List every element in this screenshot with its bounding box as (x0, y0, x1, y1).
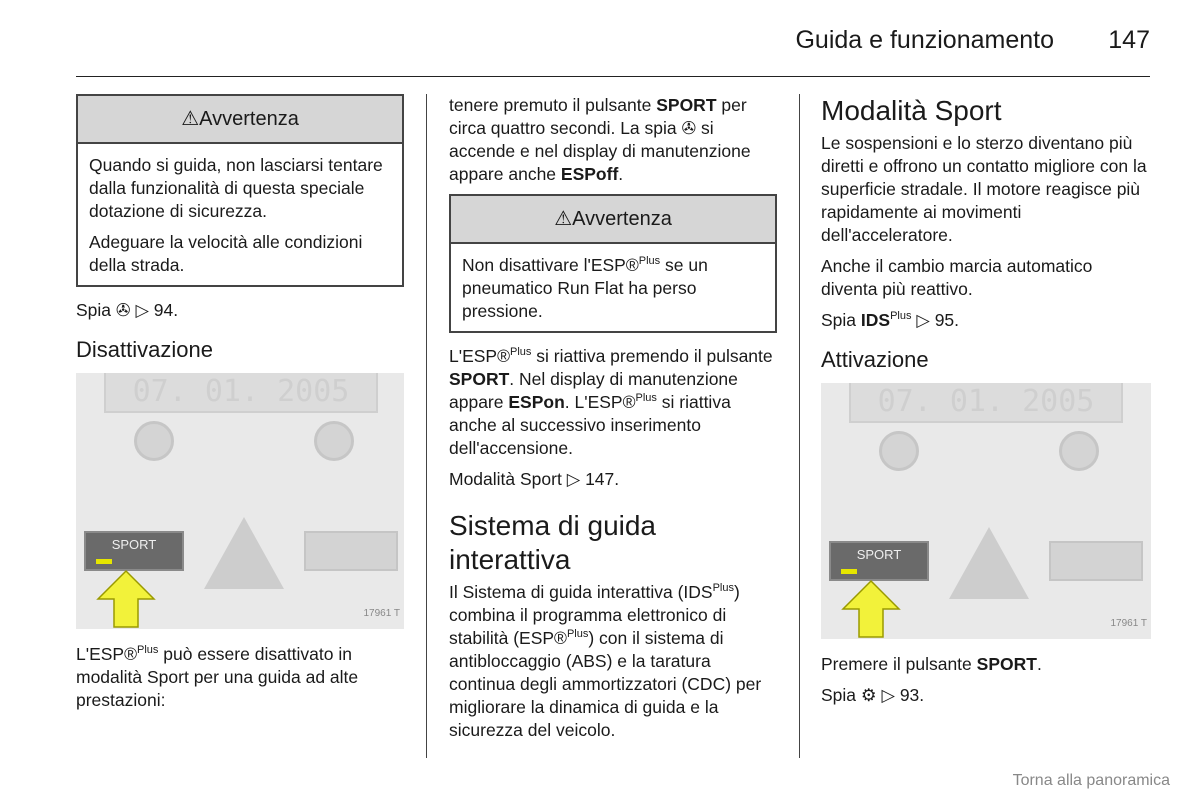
hazard-button (204, 517, 284, 589)
yellow-arrow-icon (841, 579, 901, 639)
warning-title: Avvertenza (572, 208, 672, 230)
page-ref-arrow-icon[interactable]: ▷ (135, 300, 149, 320)
page-number: 147 (1108, 26, 1150, 54)
sport-button-figure (76, 373, 404, 629)
page-ref-arrow-icon[interactable]: ▷ (881, 685, 895, 705)
column-divider (426, 94, 427, 758)
figure-code: 17961 T (1110, 618, 1147, 629)
sport-button: SPORT (84, 531, 184, 571)
warning-text: Quando si guida, non lasciarsi tentare dalla funzionalità di questa speciale dotazione di sicurezza. (89, 155, 383, 221)
paragraph: tenere premuto il pulsante SPORT per circa quattro secondi. La spia ✇ si accende e nel display di manutenzione appare anche ESPoff. (449, 95, 751, 184)
column-3 (821, 94, 1151, 715)
page-header (76, 20, 1150, 77)
esp-warning-light-icon: ✇ (681, 118, 697, 138)
paragraph: Anche il cambio marcia automatico diventa più reattivo. (821, 256, 1093, 299)
warning-header (78, 96, 402, 144)
column-1 (76, 94, 404, 720)
spia-ids-ref: Spia $IDS^{Plus}$ ▷ 95. (821, 310, 960, 330)
paragraph: Le sospensioni e lo sterzo diventano più diretti e offrono un contatto migliore con la superficie stradale. Il motore reagisce più rapidamente ai movimenti dell'acceleratore. (821, 133, 1147, 245)
spia-ref: Spia ✇ ▷ 94. (76, 300, 179, 320)
paragraph: Premere il pulsante SPORT. (821, 654, 1042, 674)
knob-right (314, 421, 354, 461)
esp-warning-light-icon: ✇ (115, 300, 131, 320)
sport-button-figure (821, 383, 1151, 639)
spia-ref: Spia ⚙ ▷ 93. (821, 685, 925, 705)
back-to-overview-link[interactable]: Torna alla panoramica (1012, 772, 1170, 789)
knob-right (1059, 431, 1099, 471)
console-button (304, 531, 398, 571)
warning-box (76, 94, 404, 287)
heading-sistema-guida: Sistema di guida interattiva (449, 510, 657, 575)
sport-button: SPORT (829, 541, 929, 581)
heading-attivazione: Attivazione (821, 347, 929, 372)
knob-left (134, 421, 174, 461)
paragraph: L'ESP®$^{Plus}$ si riattiva premendo il pulsante SPORT. Nel display di manutenzione appare ESPon. L'ESP®$^{Plus}$ si riattiva anche al successivo inserimento dell'accensione. (449, 346, 773, 458)
hazard-button (949, 527, 1029, 599)
page-ref-arrow-icon[interactable]: ▷ (916, 310, 930, 330)
section-title: Guida e funzionamento (795, 26, 1054, 54)
modalita-ref: Modalità Sport ▷ 147. (449, 469, 620, 489)
warning-text: Adeguare la velocità alle condizioni della strada. (89, 232, 363, 275)
sport-mode-light-icon: ⚙ (860, 685, 877, 705)
warning-header (451, 196, 775, 244)
column-divider (799, 94, 800, 758)
warning-triangle-icon: ⚠ (181, 108, 200, 130)
heading-modalita-sport: Modalità Sport (821, 95, 1002, 126)
console-button (1049, 541, 1143, 581)
paragraph: Il Sistema di guida interattiva $(IDS^{Plus})$ combina il programma elettronico di stabilità (ESP®$^{Plus}$) con il sistema di antibloccaggio (ABS) e la taratura continua degli ammortizzatori (CDC) per migliorare la dinamica di guida e la sicurezza del veicolo. (449, 582, 762, 740)
yellow-arrow-icon (96, 569, 156, 629)
clock-display: 07. 01. 2005 (849, 383, 1123, 423)
warning-box (449, 194, 777, 333)
warning-text: Non disattivare l'ESP®$^{Plus}$ se un pneumatico Run Flat ha perso pressione. (462, 255, 708, 321)
heading-disattivazione: Disattivazione (76, 337, 213, 362)
clock-display: 07. 01. 2005 (104, 373, 378, 413)
column-2 (449, 94, 777, 750)
warning-triangle-icon: ⚠ (554, 208, 573, 230)
knob-left (879, 431, 919, 471)
figure-code: 17961 T (363, 608, 400, 619)
paragraph: L'ESP®$^{Plus}$ può essere disattivato in modalità Sport per una guida ad alte prestazioni: (76, 644, 359, 710)
page-ref-arrow-icon[interactable]: ▷ (566, 469, 581, 489)
warning-title: Avvertenza (199, 108, 299, 130)
